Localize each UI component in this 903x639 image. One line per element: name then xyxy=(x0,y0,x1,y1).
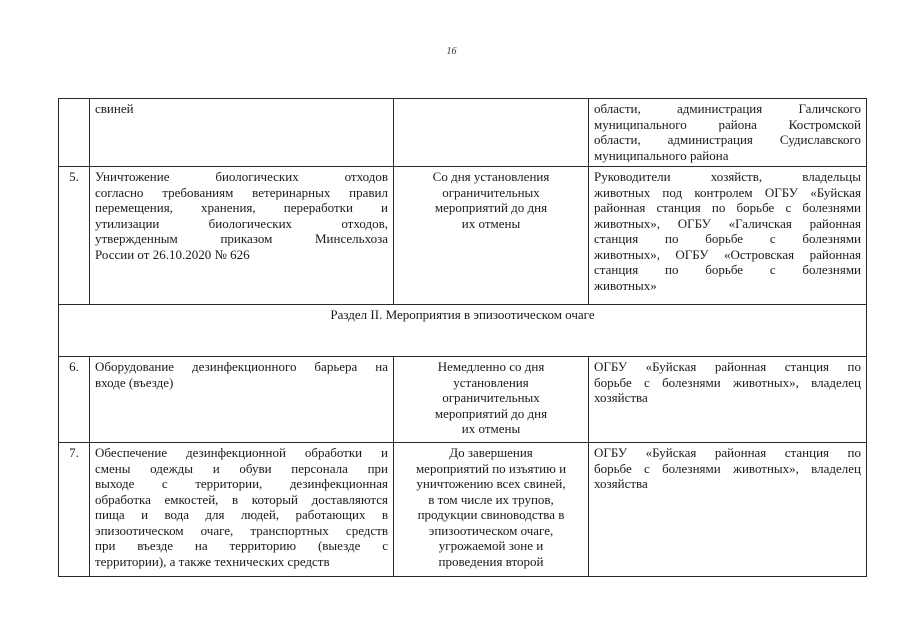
text-line: хозяйства xyxy=(594,476,648,491)
table-row xyxy=(59,167,867,305)
text-line: станция по борьбе с болезнями xyxy=(594,231,861,246)
section-row xyxy=(59,305,867,357)
text-line: районная станция по борьбе с болезнями xyxy=(594,200,861,215)
text-line: муниципального района Костромской xyxy=(594,116,861,132)
text-line: мероприятий по изъятию и xyxy=(415,460,567,476)
text-line: обработка емкостей, в который доставляются xyxy=(95,491,388,507)
table-row xyxy=(59,443,867,577)
row-number: 6. xyxy=(59,357,90,443)
text-line: Руководители хозяйств, владельцы xyxy=(594,169,861,184)
text-line: уничтожению всех свиней, xyxy=(416,476,566,491)
text-line: ОГБУ «Буйская районная станция по xyxy=(594,445,861,460)
text-line: эпизоотическом очаге, xyxy=(428,522,554,538)
text-line: мероприятий до дня xyxy=(434,200,548,215)
text-line: животных под контролем ОГБУ «Буйская xyxy=(594,184,861,200)
text-line: ограничительных xyxy=(442,390,540,405)
text-line: ограничительных xyxy=(442,184,540,200)
text-line: животных» xyxy=(594,277,657,293)
text-line: До завершения xyxy=(449,445,533,460)
text-line: территории), а также технических средств xyxy=(95,553,330,569)
text-line: Со дня установления xyxy=(432,169,550,184)
text-line: выходе с территории, дезинфекционная xyxy=(95,476,388,491)
text-line: хозяйства xyxy=(594,390,648,405)
text-line: входе (въезде) xyxy=(95,374,174,390)
measure-name xyxy=(90,99,394,167)
text-line: области, администрация Галичского xyxy=(594,101,861,116)
measure-responsible xyxy=(589,357,867,443)
text-line: животных», ОГБУ «Галичская районная xyxy=(594,215,861,231)
text-line: проведения второй xyxy=(438,553,544,569)
text-line: ОГБУ «Буйская районная станция по xyxy=(594,359,861,374)
measure-responsible xyxy=(589,167,867,305)
text-line: продукции свиноводства в xyxy=(417,507,565,522)
table-row xyxy=(59,357,867,443)
text-line: борьбе с болезнями животных», владелец xyxy=(594,460,861,476)
measure-period xyxy=(394,357,589,443)
text-line: при въезде на территорию (выезде с xyxy=(95,538,388,553)
text-line: согласно требованиям ветеринарных правил xyxy=(95,184,388,200)
measure-name xyxy=(90,167,394,305)
measure-period xyxy=(394,99,589,167)
text-line: в том числе их трупов, xyxy=(428,491,554,507)
text-line: мероприятий до дня xyxy=(434,405,548,421)
text-line: муниципального района xyxy=(594,147,729,163)
table-row xyxy=(59,99,867,167)
measure-period xyxy=(394,443,589,577)
measure-period xyxy=(394,167,589,305)
text-line: перемещения, хранения, переработки и xyxy=(95,200,388,215)
text-line: утилизации биологических отходов, xyxy=(95,215,388,231)
text-line: борьбе с болезнями животных», владелец xyxy=(594,374,861,390)
page-number: 16 xyxy=(446,46,457,57)
text-line: Обеспечение дезинфекционной обработки и xyxy=(95,445,388,460)
text-line: смены одежды и обуви персонала при xyxy=(95,460,388,476)
text-line: их отмены xyxy=(461,215,521,231)
text-line: станция по борьбе с болезнями xyxy=(594,262,861,277)
text-line: свиней xyxy=(95,101,134,116)
row-number: 5. xyxy=(59,167,90,305)
text-line: Оборудование дезинфекционного барьера на xyxy=(95,359,388,374)
text-line: Уничтожение биологических отходов xyxy=(95,169,388,184)
measure-name xyxy=(90,443,394,577)
text-line: пища и вода для людей, работающих в xyxy=(95,507,388,522)
text-line: области, администрация Судиславского xyxy=(594,132,861,147)
row-number xyxy=(59,99,90,167)
text-line: утвержденным приказом Минсельхоза xyxy=(95,231,388,246)
text-line: установления xyxy=(453,374,529,390)
text-line: России от 26.10.2020 № 626 xyxy=(95,246,250,262)
measures-table xyxy=(58,98,867,577)
text-line: Немедленно со дня xyxy=(437,359,545,374)
text-line: угрожаемой зоне и xyxy=(438,538,544,553)
measure-responsible xyxy=(589,99,867,167)
text-line: их отмены xyxy=(461,421,521,436)
section-title: Раздел II. Мероприятия в эпизоотическом очаге xyxy=(59,305,867,357)
row-number: 7. xyxy=(59,443,90,577)
text-line: эпизоотическом очаге, транспортных средств xyxy=(95,522,388,538)
measure-responsible xyxy=(589,443,867,577)
measure-name xyxy=(90,357,394,443)
text-line: животных», ОГБУ «Островская районная xyxy=(594,246,861,262)
